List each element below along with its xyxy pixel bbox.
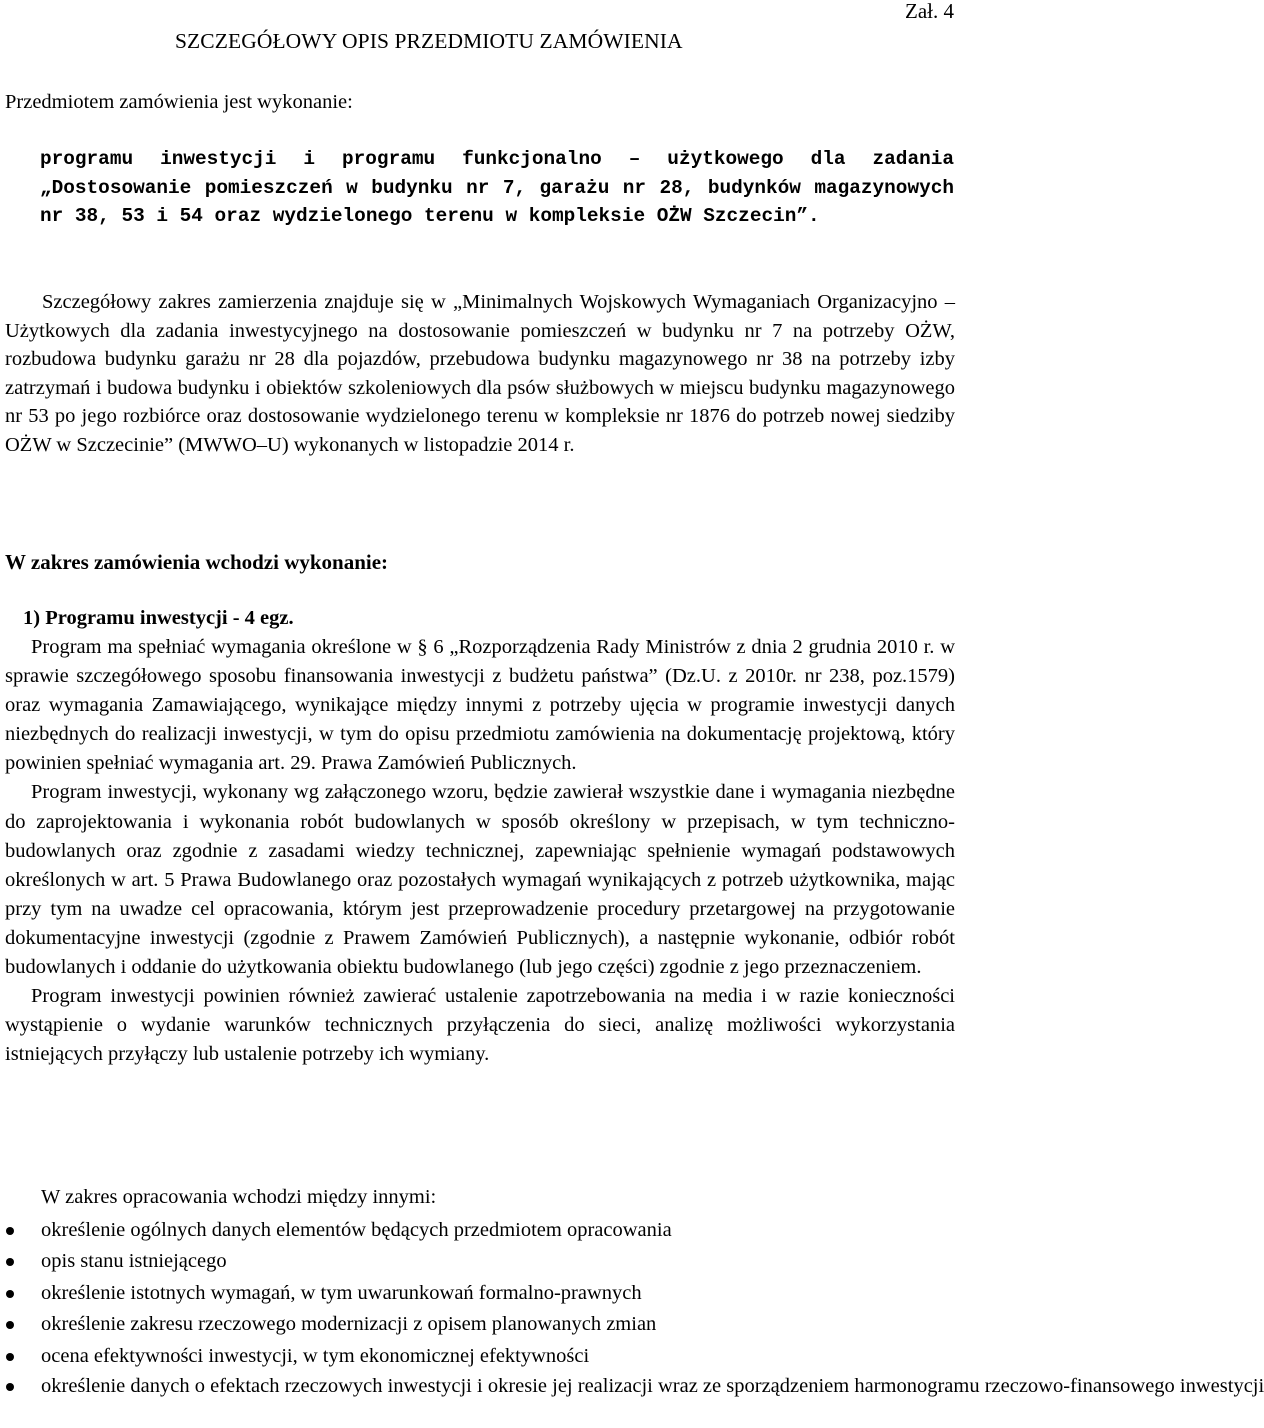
detail-paragraph: [5, 288, 955, 460]
list-item: [5, 1341, 955, 1372]
bullet-icon: [6, 1227, 14, 1235]
bullet-icon: [6, 1321, 14, 1329]
item-heading: 1) Programu inwestycji - 4 egz.: [23, 607, 294, 629]
intro-text: Przedmiotem zamówienia jest wykonanie:: [5, 91, 353, 113]
list-item: [5, 1215, 955, 1246]
bullet-icon: [6, 1258, 14, 1266]
list-item: [5, 1246, 955, 1277]
attachment-label: Zał. 4: [905, 0, 954, 23]
scope-list: [5, 1215, 1264, 1401]
document-title: SZCZEGÓŁOWY OPIS PRZEDMIOTU ZAMÓWIENIA: [175, 29, 683, 53]
list-item-text: ocena efektywności inwestycji, w tym ekonomicznej efektywności: [41, 1344, 590, 1367]
list-item: [5, 1372, 1264, 1401]
list-item-text: określenie zakresu rzeczowego modernizacji z opisem planowanych zmian: [41, 1313, 657, 1336]
list-item-text: określenie ogólnych danych elementów będących przedmiotem opracowania: [41, 1219, 672, 1241]
list-item: [5, 1309, 955, 1340]
list-intro: W zakres opracowania wchodzi między innymi:: [41, 1186, 437, 1208]
list-item-text: określenie istotnych wymagań, w tym uwarunkowań formalno-prawnych: [41, 1281, 642, 1304]
paragraph: Program ma spełniać wymagania określone w § 6 „Rozporządzenia Rady Ministrów z dnia 2 grudnia 2010 r. w sprawie szczegółowego sposobu finansowania inwestycji z budżetu państwa” (Dz.U. z 2010r. nr 238, poz.1579) oraz wymagania Zamawiającego, wynikające między innymi z potrzeby ujęcia w programie inwestycji danych niezbędnych do realizacji inwestycji, w tym do opisu przedmiotu zamówienia na dokumentację projektową, który powinien spełniać wymagania art. 29. Prawa Zamówień Publicznych.: [5, 636, 955, 775]
paragraph: Program inwestycji powinien również zawierać ustalenie zapotrzebowania na media i w razie konieczności wystąpienie o wydanie warunków technicznych przyłączenia do sieci, analizę możliwości wykorzystania istniejących przyłączy lub ustalenie potrzeby ich wymiany.: [5, 985, 955, 1066]
bullet-icon: [6, 1353, 14, 1361]
program-paragraphs: [5, 633, 955, 1069]
detail-text: Szczegółowy zakres zamierzenia znajduje się w „Minimalnych Wojskowych Wymaganiach Organizacyjno – Użytkowych dla zadania inwestycyjnego na dostosowanie pomieszczeń w budynku nr 7 na potrzeby OŻW, rozbudowa budynku garażu nr 28 dla pojazdów, przebudowa budynku magazynowego nr 38 na potrzeby izby zatrzymań i budowa budynku i obiektów szkoleniowych dla psów służbowych w miejscu budynku magazynowego nr 53 po jego rozbiórce oraz dostosowanie wydzielonego terenu w kompleksie nr 1876 do potrzeb nowej siedziby OŻW w Szczecinie” (MWWO–U) wykonanych w listopadzie 2014 r.: [5, 291, 955, 456]
bullet-icon: [6, 1290, 14, 1298]
bullet-icon: [6, 1383, 14, 1391]
section-heading: W zakres zamówienia wchodzi wykonanie:: [5, 550, 389, 574]
list-item-text: określenie danych o efektach rzeczowych inwestycji i okresie jej realizacji wraz ze sporządzeniem harmonogramu rzeczowo-finansowego inwestycji: [41, 1375, 1264, 1398]
paragraph: Program inwestycji, wykonany wg załączonego wzoru, będzie zawierał wszystkie dane i wymagania niezbędne do zaprojektowania i wykonania robót budowlanych w sposób określony w przepisach, w tym techniczno-budowlanych oraz zgodnie z zasadami wiedzy technicznej, zapewniając spełnienie wymagań podstawowych określonych w art. 5 Prawa Budowlanego oraz pozostałych wymagań wynikających z potrzeb użytkownika, mając przy tym na uwadze cel opracowania, którym jest przeprowadzenie procedury przetargowej na przygotowanie dokumentacyjne inwestycji (zgodnie z Prawem Zamówień Publicznych), a następnie wykonanie, odbiór robót budowlanych i oddanie do użytkowania obiektu budowlanego (lub jego części) zgodnie z jego przeznaczeniem.: [5, 781, 955, 979]
list-item-text: opis stanu istniejącego: [41, 1250, 227, 1273]
list-item: [5, 1278, 955, 1309]
scope-title: programu inwestycji i programu funkcjonalno – użytkowego dla zadania „Dostosowanie pomieszczeń w budynku nr 7, garażu nr 28, budynków magazynowych nr 38, 53 i 54 oraz wydzielonego terenu w kompleksie OŻW Szczecin”.: [40, 148, 954, 227]
